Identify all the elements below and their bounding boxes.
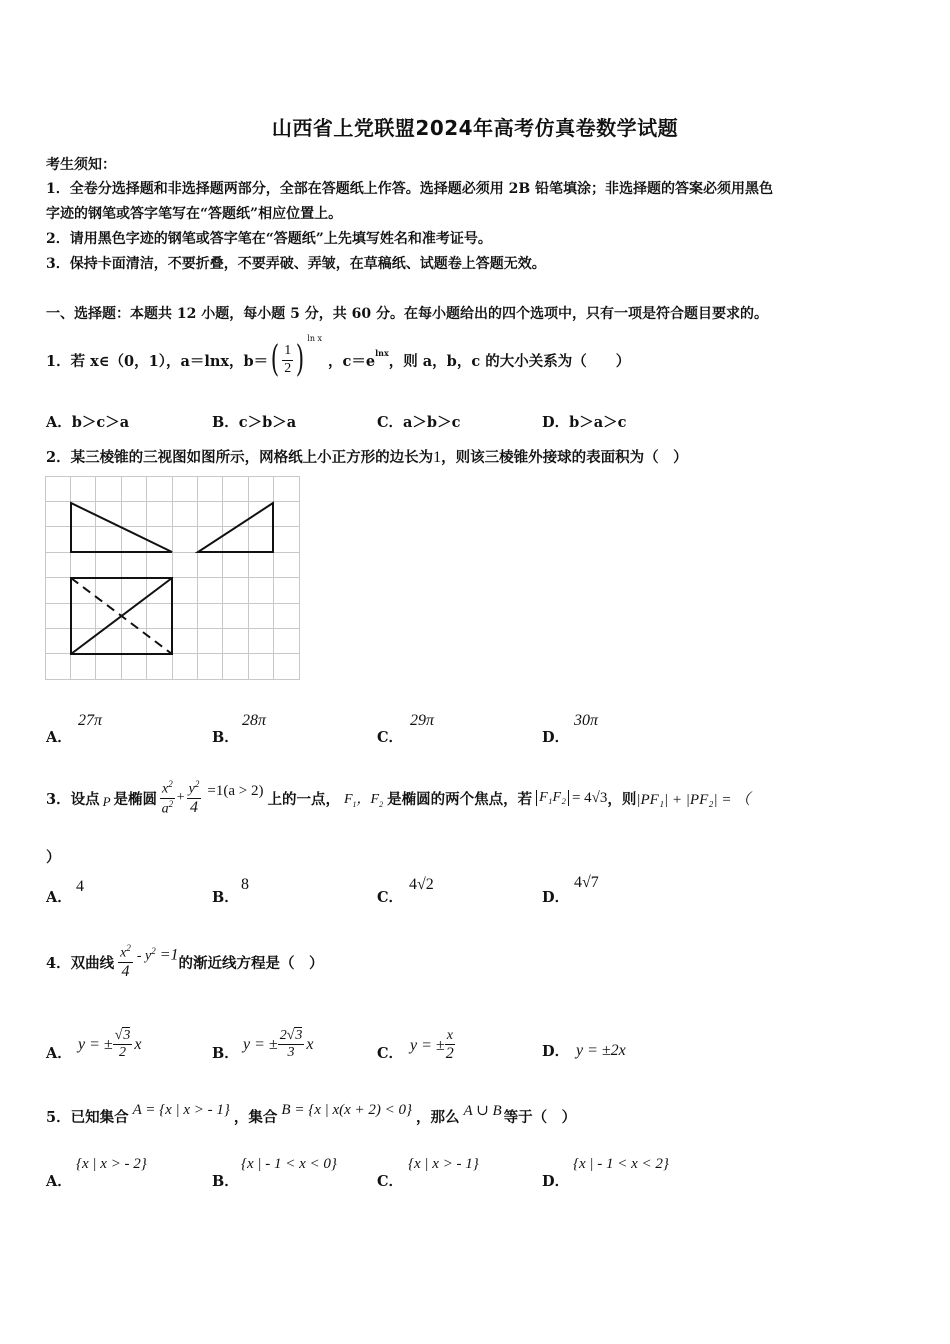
q4-den: 4 [121,962,130,980]
q3-is-ellipse: 是椭圆 [113,790,158,808]
q3-y: $y^2$ [187,779,202,799]
q3-eq-tail: =1(a > 2) [207,782,264,799]
q5-suffix: 等于（ ） [503,1108,577,1126]
q2-option-b[interactable]: 28π [242,712,267,729]
q2-option-c[interactable]: 29π [410,712,435,729]
question-3 [46,770,750,826]
three-view-figure [45,476,301,682]
notice-line-3: 3．保持卡面清洁，不要折叠，不要弄破、弄皱，在草稿纸、试题卷上答题无效。 [46,256,546,272]
q3-frac-x [160,779,175,818]
question-2 [46,446,688,467]
q3-option-a[interactable]: 4 [76,878,84,895]
notice-line-1b: 字迹的钢笔或答字笔写在“答题纸”相应位置上。 [46,206,343,222]
q4-option-c[interactable]: y = ± $\frac{x}{2}$ [410,1028,454,1063]
q2-option-b-letter[interactable]: B． [212,729,239,746]
notice-line-1a: 1．全卷分选择题和非选择题两部分，全部在答题纸上作答。选择题必须用 2B 铅笔填涂；非选择题的答案必须用黑色 [46,181,774,197]
q1-frac-den: 2 [284,360,292,376]
q5-option-d[interactable]: {x | - 1 < x < 2} [573,1156,669,1172]
q1-mid: ，c＝e [328,352,376,370]
q5-option-a[interactable]: {x | x > - 2} [76,1156,147,1172]
q3-then: ，则 [607,790,637,808]
q3-option-a-letter[interactable]: A． [46,889,72,906]
plus-sign: + [176,790,185,805]
q5-set-a: A = {x | x > - 1} [132,1101,230,1118]
q3-four: 4 [190,798,199,816]
q3-x: $x^2$ [160,779,175,799]
q2-text-2: ，则该三棱锥外接球的表面积为（ ） [441,449,688,466]
q4-prefix: 4．双曲线 [46,954,115,972]
q5-option-b-letter[interactable]: B． [212,1173,239,1190]
q3-foci-text: 是椭圆的两个焦点，若 [387,790,533,808]
q3-option-d[interactable]: 4√7 [574,874,599,891]
q4-option-a[interactable]: y = ± $\frac{√3}{2}$ x [78,1028,142,1061]
q3-option-d-letter[interactable]: D． [542,889,570,906]
q1-fraction [282,343,293,376]
q2-option-d-letter[interactable]: D． [542,729,570,746]
q1-option-c[interactable]: C．a＞b＞c [377,414,461,431]
q3-option-c-letter[interactable]: C． [377,889,404,906]
q5-then: ，那么 [416,1108,460,1126]
q5-option-b[interactable]: {x | - 1 < x < 0} [241,1156,337,1172]
q1-option-b[interactable]: B．c＞b＞a [212,414,297,431]
q3-point: P [102,794,111,809]
q1-frac-num: 1 [282,343,293,360]
q5-prefix: 5．已知集合 [46,1108,129,1126]
q3-a: $a^2$ [161,798,174,817]
q5-comma: ，集合 [233,1108,278,1126]
q4-fraction [118,943,133,981]
q4-suffix: 的渐近线方程是（ ） [178,954,324,972]
q2-option-a[interactable]: 27π [78,712,103,729]
q5-option-c-letter[interactable]: C． [377,1173,404,1190]
question-1 [46,334,631,382]
q4-option-b-letter[interactable]: B． [212,1045,239,1062]
q1-prefix: 1．若 x∈（0，1），a＝lnx，b＝ [46,352,269,370]
q3-option-b[interactable]: 8 [241,876,249,893]
q3-option-c[interactable]: 4√2 [409,876,434,893]
q4-num: $x^2$ [118,943,133,963]
q3-frac-y [187,779,202,817]
q3-prefix: 3．设点 [46,790,100,808]
q3-f1f2: F₁F₂ [536,790,569,806]
left-paren: ( [270,339,280,380]
q5-union: A ∪ B [463,1102,502,1119]
q2-option-a-letter[interactable]: A． [46,729,72,746]
q3-option-b-letter[interactable]: B． [212,889,239,906]
right-paren: ) [296,339,305,380]
side-view-triangle [198,503,273,552]
q4-option-b[interactable]: y = ± $\frac{2√3}{3}$ x [243,1028,314,1061]
q2-text: 2．某三棱锥的三视图如图所示，网格纸上小正方形的边长为 [46,449,434,466]
q1-option-d[interactable]: D．b＞a＞c [542,414,627,431]
q5-option-c[interactable]: {x | x > - 1} [408,1156,479,1172]
q3-close: ） [46,849,61,866]
q4-option-a-letter[interactable]: A． [46,1045,72,1062]
q3-foci: $F_1$，$F_2$ [343,791,384,809]
notice-heading: 考生须知： [46,157,116,173]
q5-option-a-letter[interactable]: A． [46,1173,72,1190]
q5-option-d-letter[interactable]: D． [542,1173,570,1190]
q3-mid: 上的一点， [267,790,340,808]
q3-f1f2-value: = 4√3 [571,789,608,806]
page-title: 山西省上党联盟2024年高考仿真卷数学试题 [271,116,679,140]
q1-c-exponent: lnx [375,348,389,358]
notice-line-2: 2．请用黑色字迹的钢笔或答字笔在“答题纸”上先填写姓名和准考证号。 [46,231,492,247]
q3-sum: |PF₁| + |PF₂| = （ [636,791,751,808]
q4-option-d-letter[interactable]: D． [542,1043,570,1060]
q4-option-c-letter[interactable]: C． [377,1045,404,1062]
q1-exponent: ln x [307,334,323,343]
question-5 [46,1096,576,1136]
question-4 [46,932,324,992]
q2-unit: 1 [433,449,442,466]
section-heading: 一、选择题：本题共 12 小题，每小题 5 分，共 60 分。在每小题给出的四个选项中，只有一项是符合题目要求的。 [46,306,768,322]
q4-option-d[interactable]: y = ±2x [576,1042,626,1059]
q1-suffix: ，则 a，b，c 的大小关系为（ ） [388,352,631,370]
q2-option-d[interactable]: 30π [574,712,599,729]
q4-tail: - $y^2 =1$ [136,945,179,964]
q2-option-c-letter[interactable]: C． [377,729,404,746]
q5-set-b: B = {x | x(x + 2) < 0} [281,1101,413,1118]
q1-option-a[interactable]: A．b＞c＞a [46,414,130,431]
